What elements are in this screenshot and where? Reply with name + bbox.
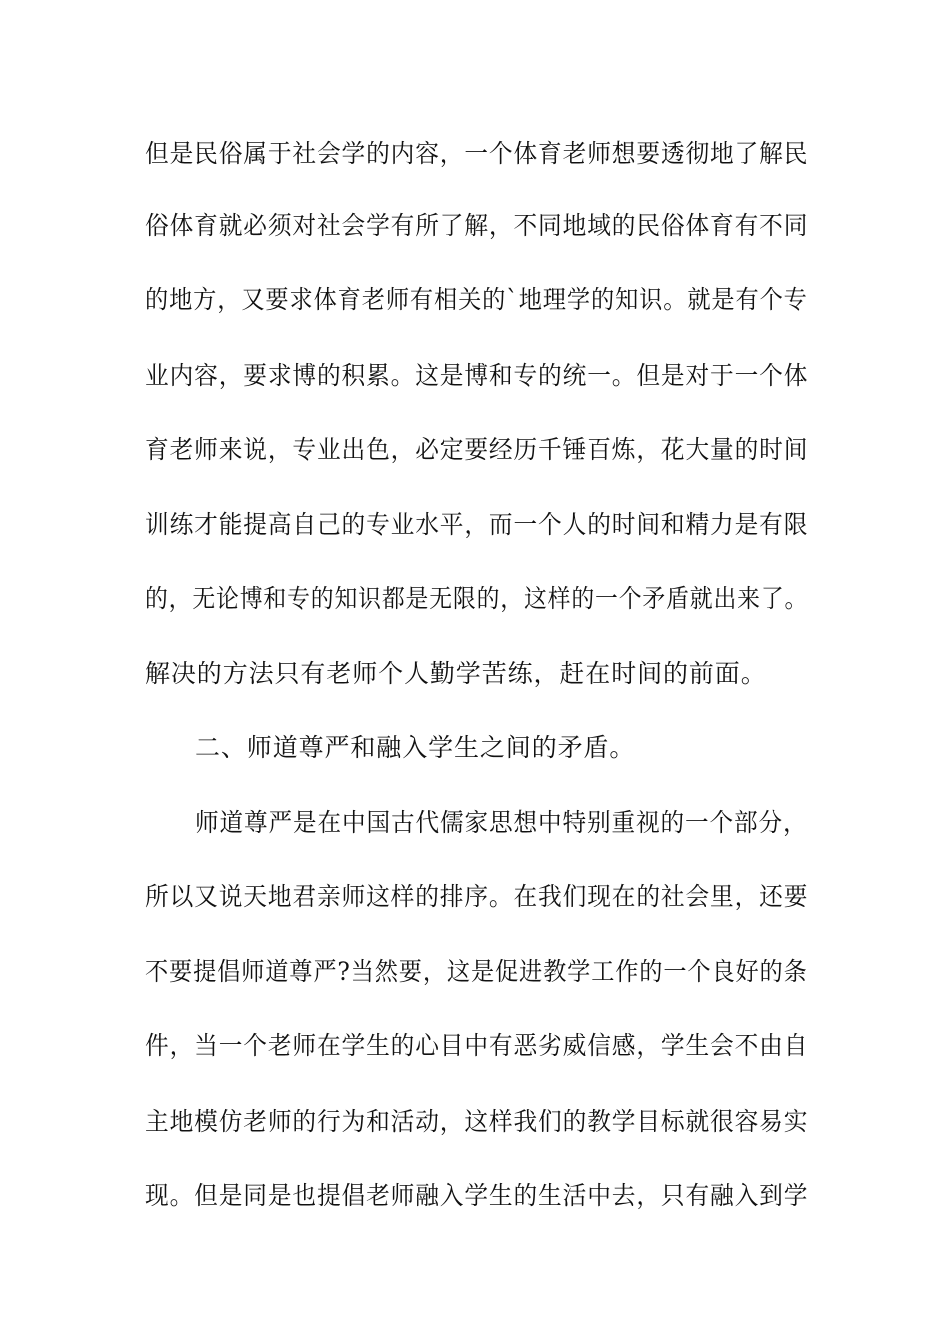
- paragraph-line: 业内容，要求博的积累。这是博和专的统一。但是对于一个体: [145, 361, 809, 390]
- paragraph-line: 主地模仿老师的行为和活动，这样我们的教学目标就很容易实: [145, 1107, 809, 1136]
- paragraph-line: 件，当一个老师在学生的心目中有恶劣威信感，学生会不由自: [145, 1031, 809, 1060]
- paragraph-line: 育老师来说，专业出色，必定要经历千锤百炼，花大量的时间: [145, 435, 809, 464]
- paragraph-line: 不要提倡师道尊严?当然要，这是促进教学工作的一个良好的条: [145, 957, 808, 986]
- paragraph-line: 现。但是同是也提倡老师融入学生的生活中去，只有融入到学: [145, 1181, 809, 1210]
- paragraph-line: 的地方，又要求体育老师有相关的`地理学的知识。就是有个专: [145, 285, 808, 314]
- section-heading: 二、师道尊严和融入学生之间的矛盾。: [195, 733, 636, 762]
- paragraph-line: 训练才能提高自己的专业水平，而一个人的时间和精力是有限: [145, 510, 809, 539]
- paragraph-line: 解决的方法只有老师个人勤学苦练，赶在时间的前面。: [145, 659, 767, 688]
- paragraph-line: 的，无论博和专的知识都是无限的，这样的一个矛盾就出来了。: [145, 584, 809, 613]
- paragraph-line: 所以又说天地君亲师这样的排序。在我们现在的社会里，还要: [145, 882, 809, 911]
- paragraph-line: 俗体育就必须对社会学有所了解，不同地域的民俗体育有不同: [145, 211, 809, 240]
- paragraph-line: 但是民俗属于社会学的内容，一个体育老师想要透彻地了解民: [145, 139, 809, 168]
- paragraph-line: 师道尊严是在中国古代儒家思想中特别重视的一个部分，: [195, 808, 808, 837]
